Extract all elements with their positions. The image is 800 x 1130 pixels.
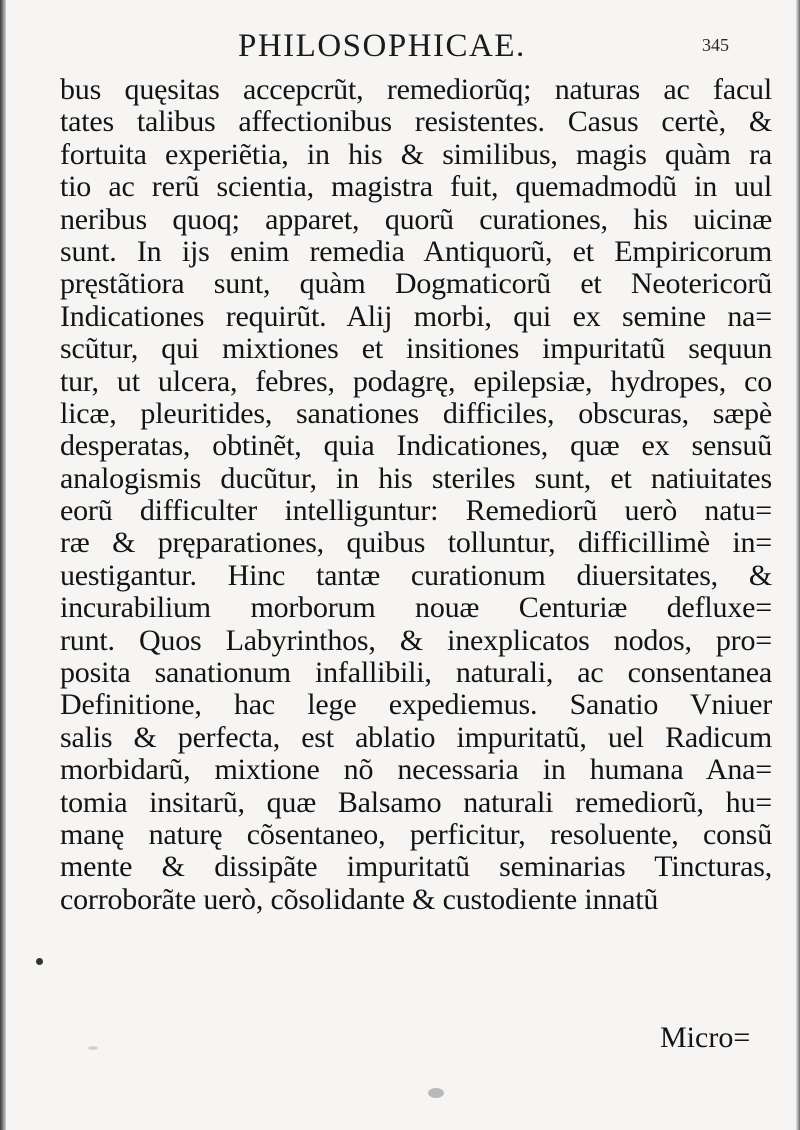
text-line: sunt. In ijs enim remedia Antiquorũ, et Empiricorum <box>60 234 772 268</box>
text-line: salis & perfecta, est ablatio impuritatũ, uel Radicum <box>60 720 772 754</box>
text-line: manę naturę cõsentaneo, perficitur, resoluente, consũ <box>60 817 772 851</box>
text-line: Indicationes requirũt. Alij morbi, qui ex semine na= <box>60 299 772 333</box>
text-line: licæ, pleuritides, sanationes difficiles, obscuras, sæpè <box>60 396 772 430</box>
running-head: PHILOSOPHICAE. <box>238 28 526 64</box>
text-line: mente & dissipãte impuritatũ seminarias Tincturas, <box>60 850 772 884</box>
text-line: Definitione, hac lege expediemus. Sanatio Vniuer <box>60 688 772 722</box>
text-line: tomia insitarũ, quæ Balsamo naturali remediorũ, hu= <box>60 785 772 819</box>
ink-smudge <box>428 1088 444 1098</box>
text-line: corroborãte uerò, cõsolidante & custodiente innatũ <box>60 882 659 916</box>
text-line: runt. Quos Labyrinthos, & inexplicatos nodos, pro= <box>60 623 772 657</box>
text-line: tur, ut ulcera, febres, podagrę, epilepsiæ, hydropes, co <box>60 364 772 398</box>
body-text <box>60 74 772 916</box>
text-line: desperatas, obtinẽt, quia Indicationes, quæ ex sensuũ <box>60 429 772 463</box>
text-line: eorũ difficulter intelliguntur: Remediorũ uerò natu= <box>60 494 772 528</box>
text-line: scũtur, qui mixtiones et insitiones impuritatũ sequun <box>60 332 772 366</box>
ink-spot <box>36 958 43 965</box>
text-line: ræ & pręparationes, quibus tolluntur, difficillimè in= <box>60 526 772 560</box>
text-line: tio ac rerũ scientia, magistra fuit, quemadmodũ in uul <box>60 170 772 204</box>
text-line: fortuita experiẽtia, in his & similibus, magis quàm ra <box>60 137 772 171</box>
text-line: posita sanationum infallibili, naturali, ac consentanea <box>60 656 772 690</box>
paper-stain <box>88 1046 98 1050</box>
text-line: neribus quoq; apparet, quorũ curationes, his uicinæ <box>60 202 772 236</box>
page-edge-shadow-left <box>0 0 6 1130</box>
text-line: bus quęsitas accepcrũt, remediorũq; naturas ac facul <box>60 73 772 106</box>
text-line: tates talibus affectionibus resistentes. Casus certè, & <box>60 105 772 139</box>
text-line: analogismis ducũtur, in his steriles sunt, et natiuitates <box>60 461 772 495</box>
text-line: incurabilium morborum nouæ Centuriæ defluxe= <box>60 591 772 625</box>
page-header <box>0 26 800 70</box>
page-edge-shadow-right <box>796 0 800 1130</box>
catchword: Micro= <box>660 1021 751 1054</box>
text-line: morbidarũ, mixtione nõ necessaria in humana Ana= <box>60 753 772 787</box>
text-line: uestigantur. Hinc tantæ curationum diuersitates, & <box>60 558 772 592</box>
page-number: 345 <box>702 35 729 55</box>
text-line: pręstãtiora sunt, quàm Dogmaticorũ et Neotericorũ <box>60 267 772 301</box>
